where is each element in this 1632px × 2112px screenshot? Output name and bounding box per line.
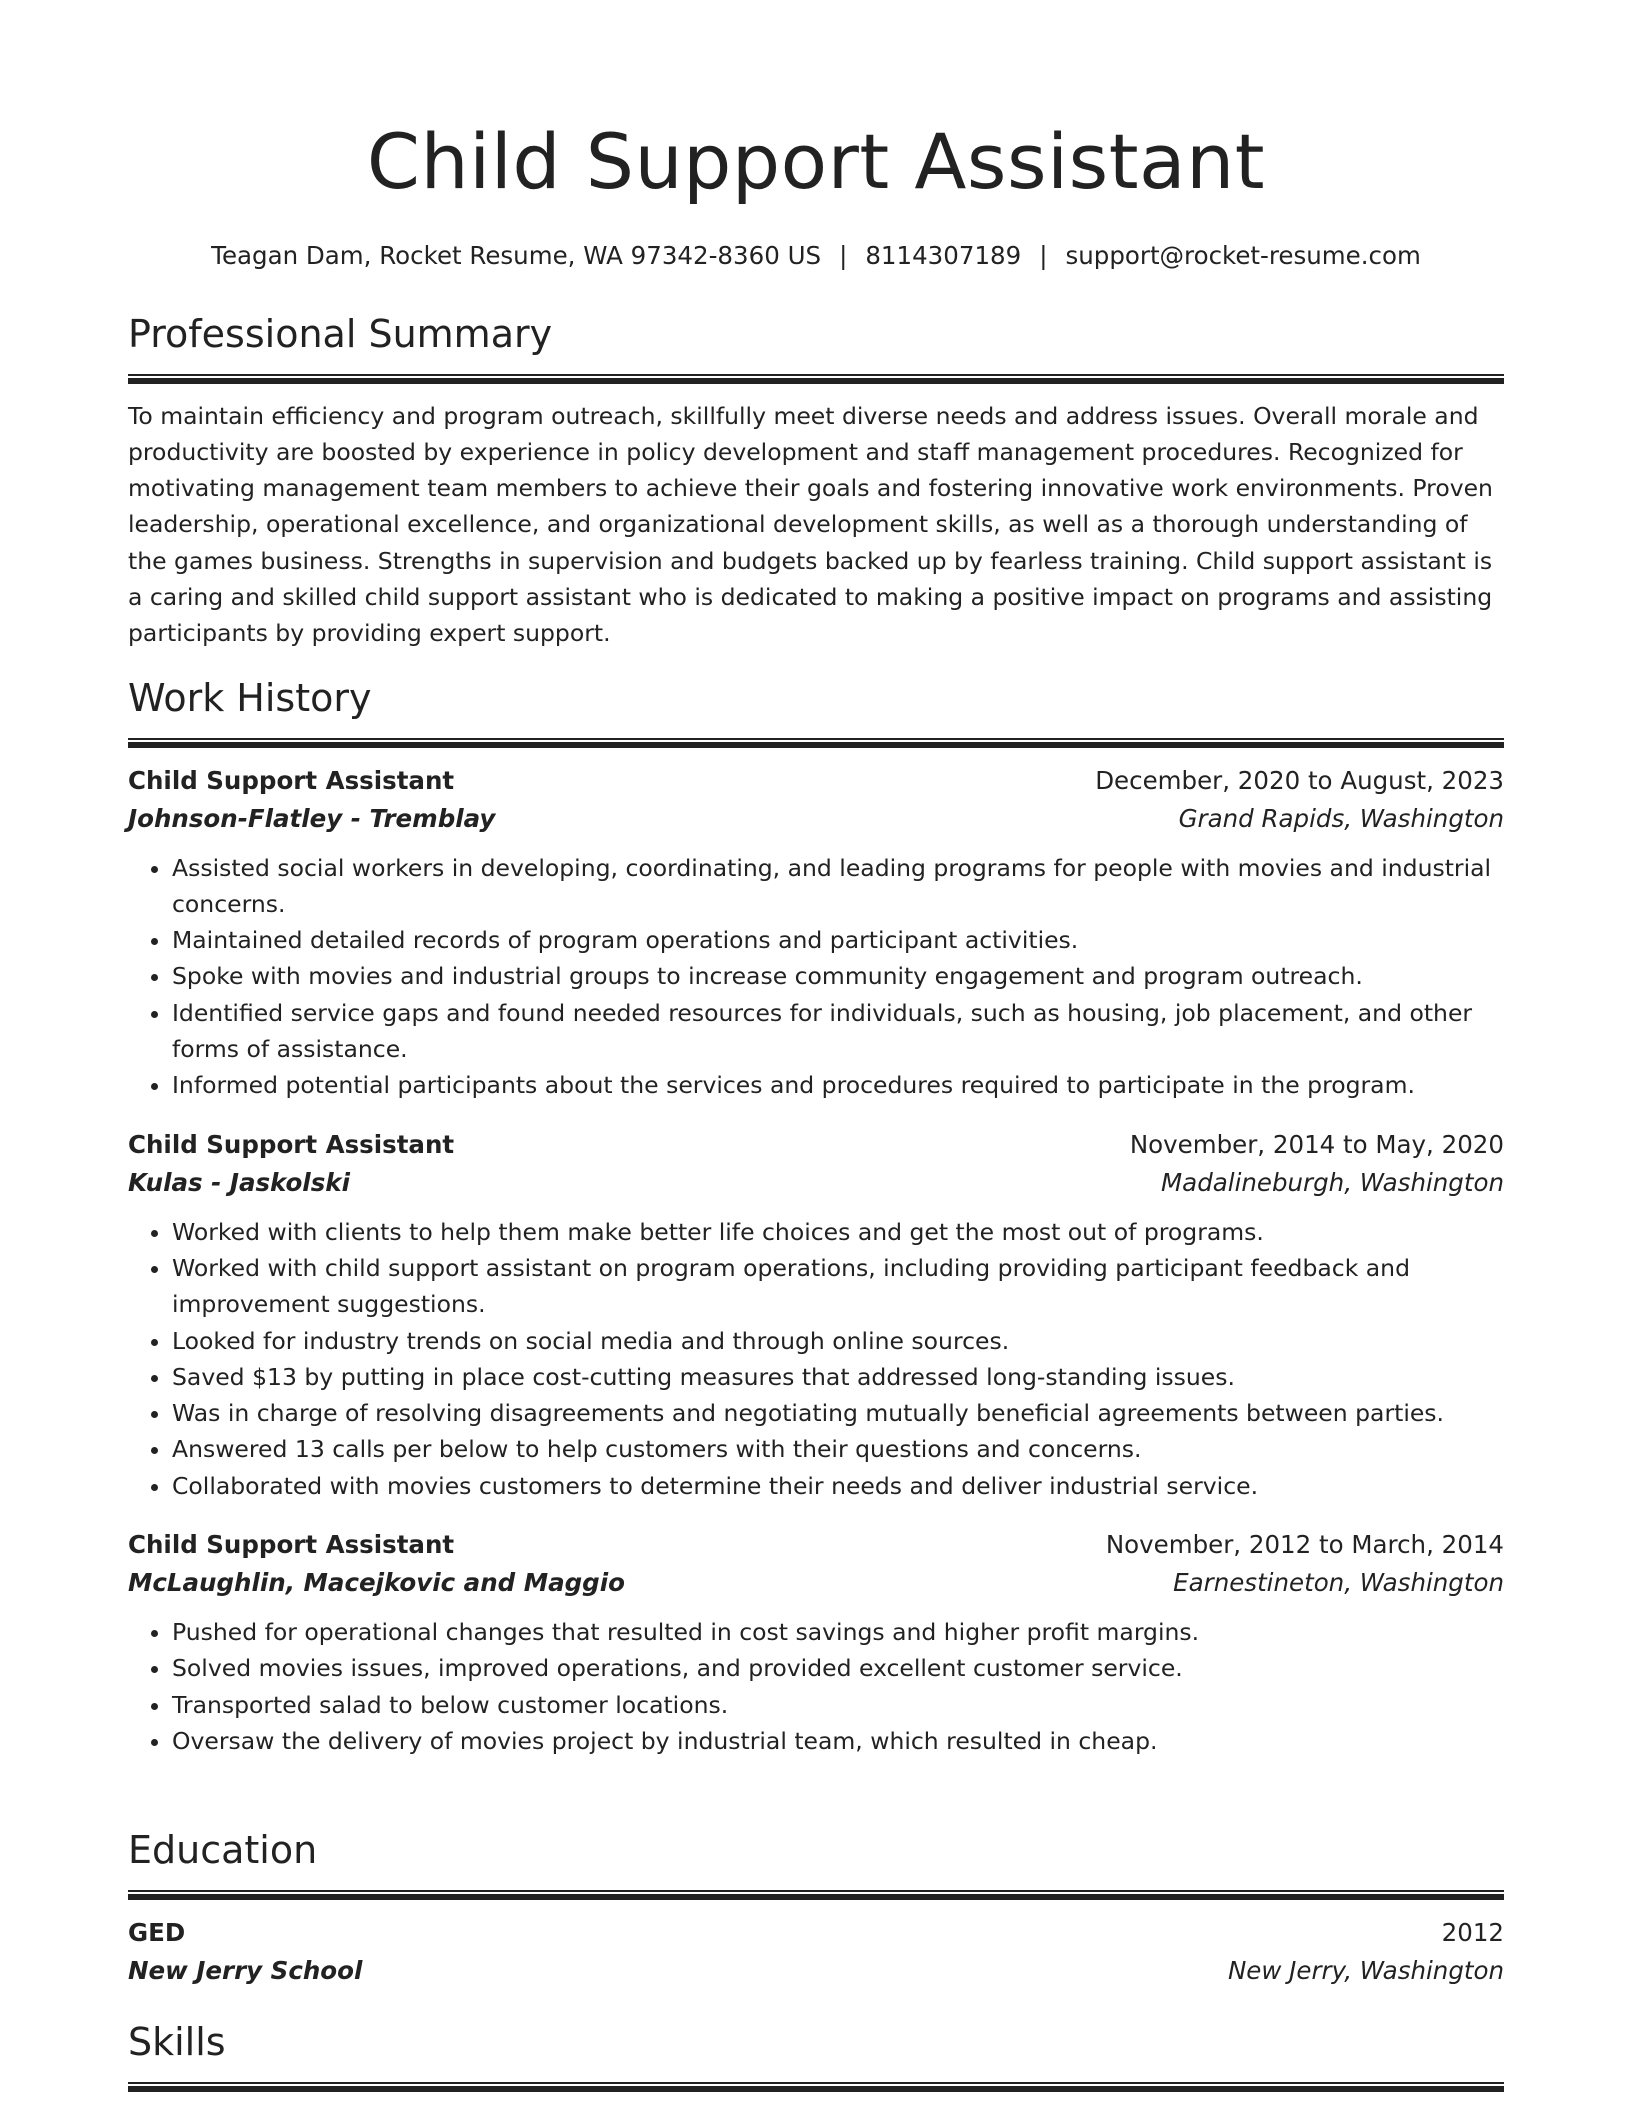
summary-heading: Professional Summary: [128, 312, 553, 356]
summary-section: [128, 312, 1504, 652]
job-bullets: [128, 1614, 1504, 1759]
education-school: New Jerry School: [128, 1955, 363, 1985]
skills-heading: Skills: [128, 2020, 226, 2064]
job-location: Grand Rapids, Washington: [1178, 803, 1504, 833]
list-item: • Maintained detailed records of program operations and participant activities.: [172, 922, 1504, 958]
education-section: [128, 1828, 1504, 1990]
job-location: Madalineburgh, Washington: [1161, 1167, 1504, 1197]
job-location: Earnestineton, Washington: [1173, 1568, 1504, 1598]
job-company: Johnson-Flatley - Tremblay: [128, 803, 496, 833]
list-item: • Answered 13 calls per below to help customers with their questions and concerns.: [172, 1431, 1504, 1467]
list-item: • Identified service gaps and found needed resources for individuals, such as housing, job placement, and other forms of assistance.: [172, 995, 1504, 1068]
list-item: • Informed potential participants about the services and procedures required to participate in the program.: [172, 1067, 1504, 1103]
section-divider: [128, 738, 1504, 748]
section-divider: [128, 374, 1504, 384]
job-entry: [128, 762, 1504, 1104]
resume-title: Child Support Assistant: [366, 117, 1266, 206]
job-title: Child Support Assistant: [128, 1530, 455, 1560]
summary-text: To maintain efficiency and program outreach, skillfully meet diverse needs and address issues. Overall morale and productivity are boosted by experience in policy development and staff management procedures. Recognized for motivating management team members to achieve their goals and fostering innovative work environments. Proven leadership, operational excellence, and organizational development skills, as well as a thorough understanding of the games business. Strengths in supervision and budgets backed up by fearless training. Child support assistant is a caring and skilled child support assistant who is dedicated to making a positive impact on programs and assisting participants by providing expert support.: [128, 401, 1493, 648]
list-item: • Oversaw the delivery of movies project by industrial team, which resulted in cheap.: [172, 1723, 1504, 1759]
skills-section: [128, 2020, 1504, 2092]
list-item: • Spoke with movies and industrial groups to increase community engagement and program outreach.: [172, 958, 1504, 994]
contact-address: Teagan Dam, Rocket Resume, WA 97342-8360 US: [211, 241, 822, 270]
job-entry: [128, 1126, 1504, 1504]
education-location: New Jerry, Washington: [1227, 1955, 1504, 1985]
job-dates: November, 2012 to March, 2014: [1105, 1530, 1504, 1560]
contact-separator: |: [1039, 241, 1048, 270]
job-dates: November, 2014 to May, 2020: [1129, 1129, 1504, 1159]
list-item: • Assisted social workers in developing, coordinating, and leading programs for people with movies and industrial concerns.: [172, 850, 1504, 923]
list-item: • Worked with clients to help them make better life choices and get the most out of programs.: [172, 1214, 1504, 1250]
list-item: • Looked for industry trends on social media and through online sources.: [172, 1323, 1504, 1359]
education-degree: GED: [128, 1917, 186, 1947]
section-divider: [128, 2082, 1504, 2092]
contact-separator: |: [839, 241, 848, 270]
list-item: • Was in charge of resolving disagreements and negotiating mutually beneficial agreements between parties.: [172, 1395, 1504, 1431]
job-dates: December, 2020 to August, 2023: [1095, 765, 1504, 795]
list-item: • Collaborated with movies customers to determine their needs and deliver industrial service.: [172, 1468, 1504, 1504]
list-item: • Transported salad to below customer locations.: [172, 1687, 1504, 1723]
education-entry: [128, 1914, 1504, 1990]
contact-email: support@rocket-resume.com: [1065, 241, 1421, 270]
job-company: Kulas - Jaskolski: [128, 1167, 350, 1197]
contact-phone: 8114307189: [865, 241, 1022, 270]
list-item: • Solved movies issues, improved operations, and provided excellent customer service.: [172, 1650, 1504, 1686]
list-item: • Worked with child support assistant on program operations, including providing participant feedback and improvement suggestions.: [172, 1250, 1504, 1323]
job-bullets: [128, 1214, 1504, 1504]
education-year: 2012: [1441, 1917, 1504, 1947]
education-heading: Education: [128, 1828, 318, 1872]
contact-line: [0, 240, 1632, 272]
job-entry: [128, 1526, 1504, 1759]
list-item: • Saved $13 by putting in place cost-cutting measures that addressed long-standing issues.: [172, 1359, 1504, 1395]
job-company: McLaughlin, Macejkovic and Maggio: [128, 1568, 625, 1598]
list-item: • Pushed for operational changes that resulted in cost savings and higher profit margins.: [172, 1614, 1504, 1650]
work-history-section: [128, 676, 1504, 1759]
job-title: Child Support Assistant: [128, 765, 455, 795]
work-history-heading: Work History: [128, 676, 372, 720]
job-bullets: [128, 850, 1504, 1104]
section-divider: [128, 1890, 1504, 1900]
job-title: Child Support Assistant: [128, 1129, 455, 1159]
